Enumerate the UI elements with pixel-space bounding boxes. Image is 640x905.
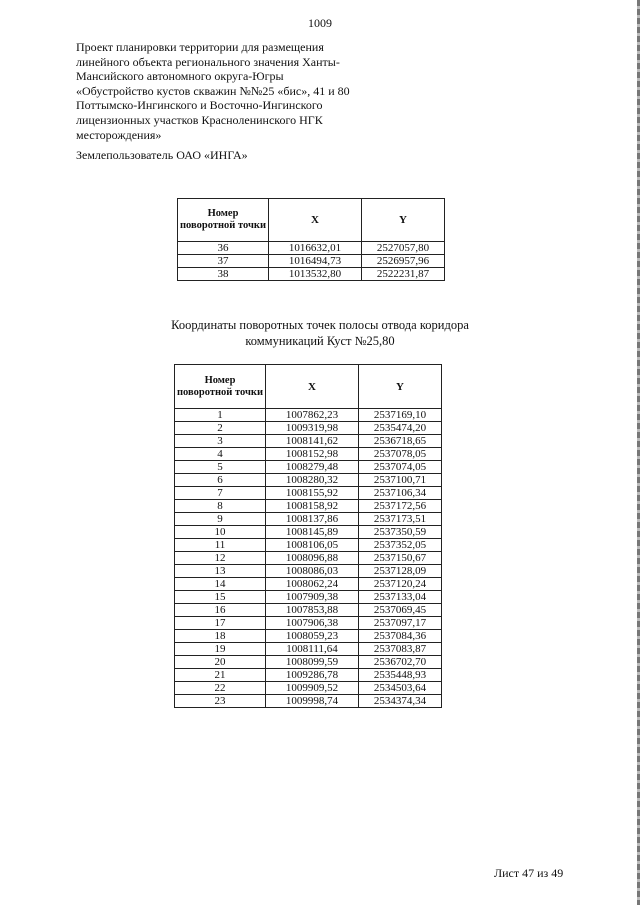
header-line: «Обустройство кустов скважин №№25 «бис», 41 и 80: [76, 83, 350, 98]
table-row: [175, 487, 442, 500]
cell-point-number: 36: [178, 242, 269, 255]
cell-x: 1008096,88: [266, 552, 359, 565]
header-line: месторождения»: [76, 127, 162, 142]
cell-x: 1009286,78: [266, 669, 359, 682]
cell-point-number: 20: [175, 656, 266, 669]
cell-y: 2537173,51: [359, 513, 442, 526]
cell-x: 1013532,80: [269, 268, 362, 281]
cell-y: 2537084,36: [359, 630, 442, 643]
section-title-line: Координаты поворотных точек полосы отвода коридора: [171, 318, 469, 332]
cell-x: 1009909,52: [266, 682, 359, 695]
cell-point-number: 1: [175, 409, 266, 422]
cell-point-number: 7: [175, 487, 266, 500]
table-row: [175, 513, 442, 526]
table-row: [175, 617, 442, 630]
table-row: [175, 526, 442, 539]
table-row: [178, 268, 445, 281]
cell-x: 1016494,73: [269, 255, 362, 268]
cell-point-number: 37: [178, 255, 269, 268]
project-header: [76, 40, 406, 163]
cell-x: 1008145,89: [266, 526, 359, 539]
cell-y: 2537169,10: [359, 409, 442, 422]
cell-y: 2537172,56: [359, 500, 442, 513]
cell-point-number: 15: [175, 591, 266, 604]
column-header-point-number: Номер поворотной точки: [178, 199, 269, 242]
cell-y: 2537083,87: [359, 643, 442, 656]
table-row: [175, 539, 442, 552]
cell-point-number: 22: [175, 682, 266, 695]
table-row: [175, 448, 442, 461]
cell-y: 2537106,34: [359, 487, 442, 500]
cell-x: 1008141,62: [266, 435, 359, 448]
cell-x: 1008279,48: [266, 461, 359, 474]
table-row: [175, 552, 442, 565]
cell-point-number: 23: [175, 695, 266, 708]
page-number: 1009: [308, 16, 332, 30]
table-row: [175, 474, 442, 487]
table-row: [175, 682, 442, 695]
cell-x: 1016632,01: [269, 242, 362, 255]
table-header-row: [178, 199, 445, 242]
land-user: Землепользователь ОАО «ИНГА»: [76, 148, 248, 163]
cell-y: 2537133,04: [359, 591, 442, 604]
cell-point-number: 16: [175, 604, 266, 617]
cell-x: 1007909,38: [266, 591, 359, 604]
section-title: [0, 317, 640, 349]
cell-x: 1008059,23: [266, 630, 359, 643]
cell-point-number: 4: [175, 448, 266, 461]
table-row: [175, 578, 442, 591]
coordinates-table-1: [177, 198, 445, 281]
cell-point-number: 19: [175, 643, 266, 656]
cell-y: 2537350,59: [359, 526, 442, 539]
cell-x: 1008280,32: [266, 474, 359, 487]
sheet-number: Лист 47 из 49: [494, 866, 564, 880]
table-row: [175, 669, 442, 682]
cell-x: 1008158,92: [266, 500, 359, 513]
header-line: линейного объекта регионального значения Ханты-: [76, 54, 340, 69]
column-header-x: X: [266, 365, 359, 409]
table-row: [175, 643, 442, 656]
cell-y: 2536718,65: [359, 435, 442, 448]
cell-y: 2535474,20: [359, 422, 442, 435]
cell-y: 2527057,80: [362, 242, 445, 255]
cell-point-number: 5: [175, 461, 266, 474]
cell-x: 1008099,59: [266, 656, 359, 669]
cell-x: 1007853,88: [266, 604, 359, 617]
table-row: [175, 500, 442, 513]
cell-point-number: 2: [175, 422, 266, 435]
column-header-y: Y: [359, 365, 442, 409]
cell-y: 2537100,71: [359, 474, 442, 487]
cell-y: 2534374,34: [359, 695, 442, 708]
column-header-y: Y: [362, 199, 445, 242]
cell-y: 2522231,87: [362, 268, 445, 281]
cell-point-number: 13: [175, 565, 266, 578]
table-row: [175, 591, 442, 604]
cell-y: 2537078,05: [359, 448, 442, 461]
cell-x: 1008137,86: [266, 513, 359, 526]
section-title-line: коммуникаций Куст №25,80: [245, 334, 395, 348]
cell-x: 1009998,74: [266, 695, 359, 708]
header-line: Проект планировки территории для размещения: [76, 40, 324, 54]
cell-y: 2535448,93: [359, 669, 442, 682]
cell-point-number: 12: [175, 552, 266, 565]
table-body: [178, 242, 445, 281]
table-row: [175, 565, 442, 578]
cell-y: 2537097,17: [359, 617, 442, 630]
cell-point-number: 11: [175, 539, 266, 552]
header-line: Мансийского автономного округа-Югры: [76, 69, 284, 84]
table-header-row: [175, 365, 442, 409]
cell-x: 1009319,98: [266, 422, 359, 435]
cell-point-number: 14: [175, 578, 266, 591]
cell-x: 1008155,92: [266, 487, 359, 500]
table-row: [175, 656, 442, 669]
cell-x: 1008106,05: [266, 539, 359, 552]
cell-y: 2537120,24: [359, 578, 442, 591]
cell-x: 1007906,38: [266, 617, 359, 630]
cell-x: 1008062,24: [266, 578, 359, 591]
table-row: [175, 461, 442, 474]
cell-y: 2537069,45: [359, 604, 442, 617]
cell-x: 1008086,03: [266, 565, 359, 578]
coordinates-table-2: [174, 364, 442, 708]
cell-y: 2537352,05: [359, 539, 442, 552]
table-row: [175, 422, 442, 435]
cell-point-number: 9: [175, 513, 266, 526]
table-body: [175, 409, 442, 708]
table-row: [175, 435, 442, 448]
header-line: лицензионных участков Красноленинского НГК: [76, 112, 323, 127]
table-row: [175, 630, 442, 643]
cell-y: 2526957,96: [362, 255, 445, 268]
column-header-point-number: Номер поворотной точки: [175, 365, 266, 409]
cell-y: 2537150,67: [359, 552, 442, 565]
cell-point-number: 18: [175, 630, 266, 643]
cell-y: 2537074,05: [359, 461, 442, 474]
cell-point-number: 21: [175, 669, 266, 682]
cell-x: 1007862,23: [266, 409, 359, 422]
table-row: [175, 695, 442, 708]
cell-point-number: 10: [175, 526, 266, 539]
cell-point-number: 3: [175, 435, 266, 448]
column-header-x: X: [269, 199, 362, 242]
cell-x: 1008152,98: [266, 448, 359, 461]
cell-y: 2536702,70: [359, 656, 442, 669]
table-row: [175, 409, 442, 422]
cell-y: 2534503,64: [359, 682, 442, 695]
table-row: [178, 255, 445, 268]
cell-point-number: 8: [175, 500, 266, 513]
table-row: [175, 604, 442, 617]
cell-point-number: 6: [175, 474, 266, 487]
table-row: [178, 242, 445, 255]
cell-point-number: 38: [178, 268, 269, 281]
cell-x: 1008111,64: [266, 643, 359, 656]
header-line: Поттымско-Ингинского и Восточно-Ингинского: [76, 98, 323, 113]
cell-y: 2537128,09: [359, 565, 442, 578]
cell-point-number: 17: [175, 617, 266, 630]
